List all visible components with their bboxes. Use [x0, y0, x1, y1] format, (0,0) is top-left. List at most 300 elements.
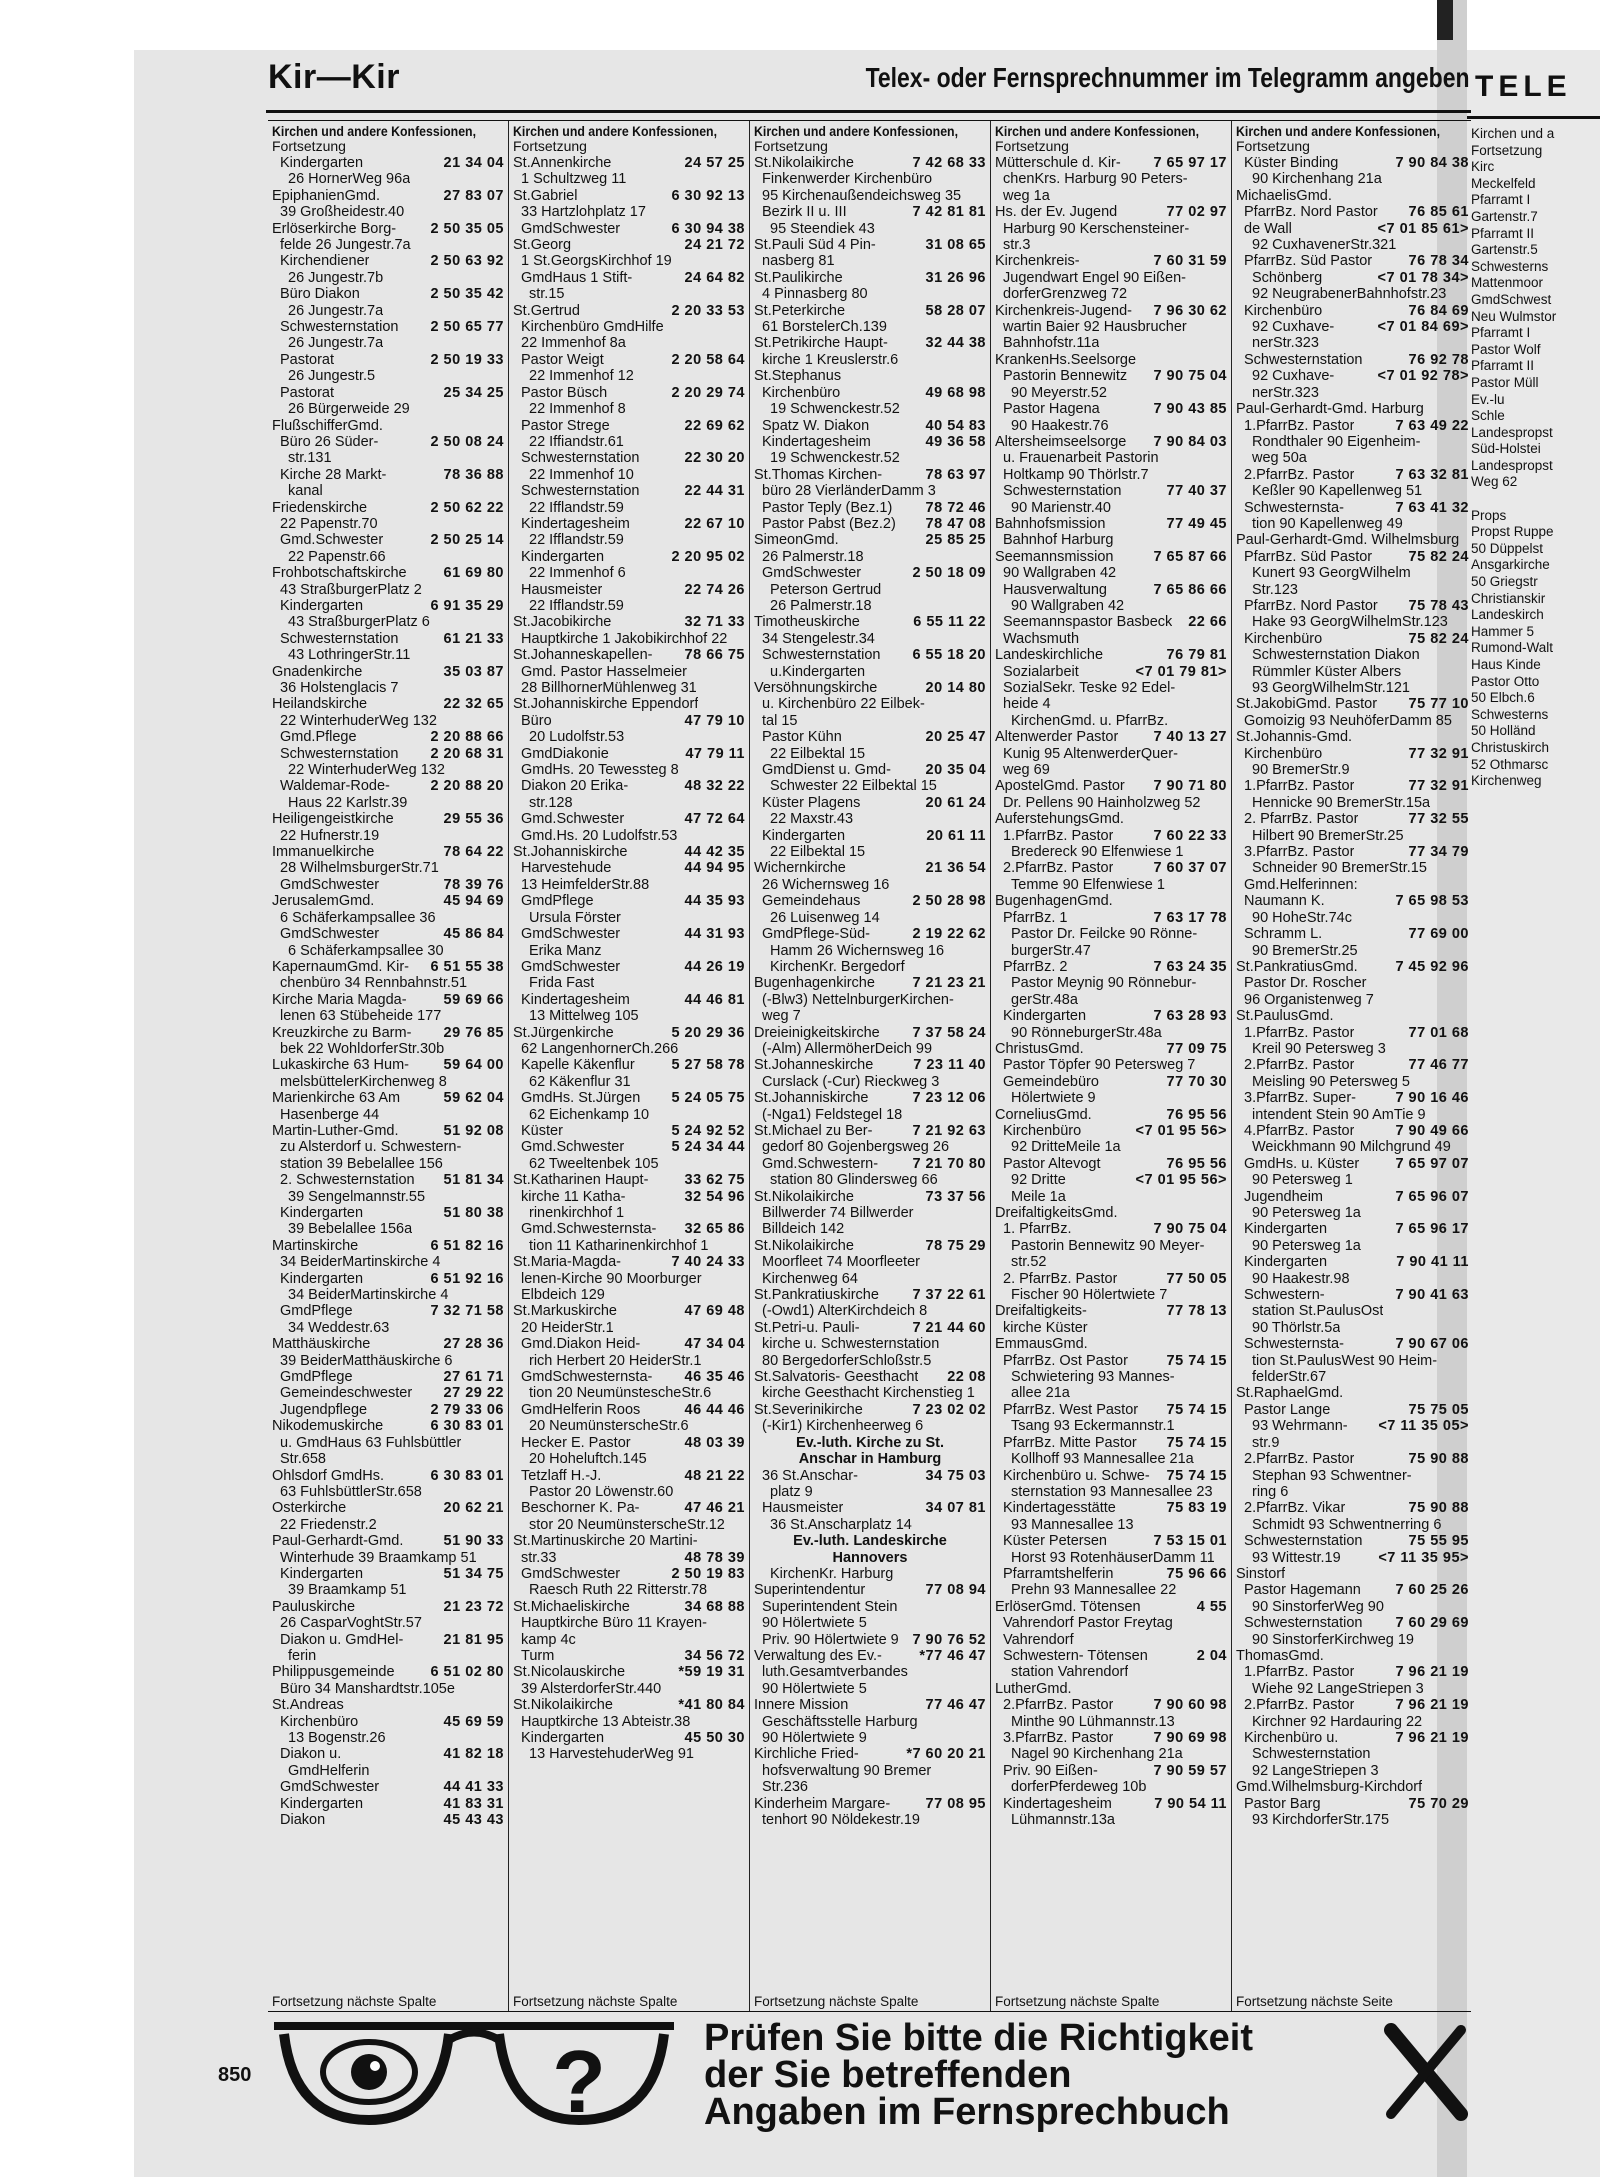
entry-phone-number: 6 55 11 22	[913, 614, 986, 631]
entry-name: Priv. 90 Eißen-	[1003, 1762, 1098, 1779]
entry-name: Pastor Dr. Roscher	[1244, 975, 1367, 992]
directory-entry	[1236, 746, 1469, 762]
directory-entry	[1236, 1779, 1469, 1795]
entry-name: 22 Immenhof 12	[529, 368, 634, 385]
entry-phone-number: 48 32 22	[684, 778, 745, 795]
entry-name: stor 20 NeumünstersсheStr.12	[529, 1516, 725, 1533]
entry-name: Pastor Töpfer 90 Petersweg 7	[1003, 1057, 1196, 1074]
directory-entry	[995, 286, 1227, 302]
entry-name: 39 BeiderMatthäuskirche 6	[280, 1352, 453, 1369]
entry-name: Bezirk II u. III	[762, 204, 847, 221]
entry-name: Schwesternsta-	[1244, 1336, 1344, 1353]
directory-entry	[754, 467, 986, 483]
directory-entry	[754, 450, 986, 466]
directory-entry	[995, 418, 1227, 434]
entry-name: Dr. Pellens 90 Hainholzweg 52	[1003, 794, 1201, 811]
directory-entry	[754, 171, 986, 187]
directory-entry	[272, 959, 504, 975]
entry-phone-number: 7 63 17 78	[1153, 909, 1227, 926]
next-page-line: Pfarramt II	[1471, 358, 1535, 374]
directory-entry	[1236, 1763, 1469, 1779]
directory-entry	[272, 1369, 504, 1385]
entry-name: Pastorat	[280, 351, 334, 368]
directory-entry	[513, 303, 745, 319]
entry-name: Superintendent Stein	[762, 1598, 898, 1615]
entry-phone-number: 78 39 76	[443, 876, 504, 893]
entry-phone-number: *7 60 20 21	[906, 1746, 986, 1763]
directory-entry	[513, 1418, 745, 1434]
entry-name: St.Nicolauskirche	[513, 1664, 626, 1681]
entry-phone-number: *77 46 47	[919, 1647, 986, 1664]
entry-name: Vahrendorf Pastor Freytag	[1003, 1615, 1173, 1632]
entry-phone-number: 34 56 72	[684, 1647, 745, 1664]
directory-entry	[1236, 877, 1469, 893]
entry-name: Hausverwaltung	[1003, 581, 1107, 598]
entry-phone-number: 6 55 18 20	[912, 647, 986, 664]
entry-phone-number: <7 01 84 69>	[1377, 319, 1469, 336]
entry-name: Harburg 90 Kerschensteiner-	[1003, 220, 1190, 237]
entry-phone-number: 20 61 11	[926, 827, 986, 844]
entry-name: Kindergarten	[280, 1205, 364, 1221]
directory-entry	[272, 1074, 504, 1090]
entry-name: 63 FuhlsbüttlerStr.658	[280, 1483, 422, 1500]
entry-name: 33 Hartzlohplatz 17	[521, 204, 646, 221]
directory-entry	[754, 729, 986, 745]
directory-entry	[995, 1123, 1227, 1139]
directory-entry	[995, 1730, 1227, 1746]
directory-entry	[513, 1385, 745, 1401]
next-page-line: Meckelfeld	[1471, 175, 1536, 191]
directory-entry	[513, 1336, 745, 1352]
entry-phone-number: 7 32 71 58	[430, 1303, 504, 1320]
entry-name: Pastor Dr. Feilcke 90 Rönne-	[1011, 926, 1198, 943]
column-heading: Kirchen und andere Konfessionen,	[995, 123, 1200, 139]
next-page-line: GmdSchwest	[1471, 291, 1552, 307]
directory-entry	[995, 171, 1227, 187]
column-2	[509, 121, 750, 2011]
directory-entry	[513, 1533, 745, 1549]
directory-entry	[272, 1632, 504, 1648]
entry-name: EmmausGmd.	[995, 1336, 1088, 1353]
directory-entry	[754, 1238, 986, 1254]
entry-phone-number: 7 90 41 63	[1395, 1287, 1469, 1304]
entry-name: 22 Friedenstr.2	[280, 1516, 377, 1533]
directory-entry	[1236, 1599, 1469, 1615]
column-1	[268, 121, 509, 2011]
column-footer: Fortsetzung nächste Seite	[1236, 1994, 1393, 2009]
next-page-line: Süd-Holstei	[1471, 441, 1541, 457]
directory-entry	[754, 221, 986, 237]
entry-name: u. Frauenarbeit Pastorin	[1003, 450, 1159, 467]
entry-phone-number: 7 40 24 33	[671, 1254, 745, 1271]
entry-name: GmdHaus 1 Stift-	[521, 269, 633, 286]
entry-name: luth.Gesamtverbandes	[762, 1664, 908, 1681]
directory-entry	[1236, 532, 1469, 548]
directory-entry	[1236, 565, 1469, 581]
entry-name: kirche Geesthacht Kirchenstieg 1	[762, 1385, 975, 1402]
entry-name: Kindergarten	[521, 1730, 605, 1746]
directory-entry	[754, 1336, 986, 1352]
entry-phone-number: 7 90 84 03	[1153, 433, 1227, 450]
entry-name: St.Nikolaikirche	[754, 1188, 854, 1205]
directory-entry	[1236, 910, 1469, 926]
entry-name: St.Nikolaikirche	[513, 1697, 613, 1714]
entry-phone-number: 41 82 18	[443, 1746, 504, 1763]
directory-entry	[272, 1566, 504, 1582]
entry-phone-number: 7 60 31 59	[1153, 253, 1227, 270]
directory-entry	[1236, 1796, 1469, 1812]
directory-entry	[754, 1796, 986, 1812]
entry-phone-number: 7 65 96 17	[1395, 1221, 1469, 1238]
directory-entry	[754, 1500, 986, 1516]
entry-phone-number: 7 90 84 38	[1395, 155, 1469, 171]
directory-entry	[513, 795, 745, 811]
entry-phone-number: 2 50 65 77	[430, 319, 504, 336]
directory-entry	[1236, 1402, 1469, 1418]
entry-name: 26 HornerWeg 96a	[288, 171, 411, 188]
entry-phone-number: 7 23 02 02	[912, 1401, 986, 1418]
entry-phone-number: 2 50 18 09	[912, 565, 986, 582]
directory-entry	[754, 992, 986, 1008]
entry-name: Elbdeich 129	[521, 1287, 605, 1304]
entry-name: Schwesternstation	[762, 647, 881, 664]
entry-name: GmdSchwester	[280, 926, 380, 943]
directory-entry	[995, 1714, 1227, 1730]
entry-phone-number: 44 42 35	[684, 844, 745, 861]
entry-name: Kindergarten	[280, 1795, 364, 1812]
next-page-line: Kirc	[1471, 159, 1495, 175]
directory-entry	[513, 729, 745, 745]
directory-entry	[754, 877, 986, 893]
entry-name: 93 GeorgWilhelmStr.121	[1252, 680, 1410, 696]
entry-name: 22 Papenstr.66	[288, 548, 386, 565]
advertisement-text	[704, 2017, 1253, 2133]
entry-phone-number: 32 71 33	[684, 614, 745, 631]
entry-name: St.JakobiGmd. Pastor	[1236, 696, 1378, 713]
entry-phone-number: 34 68 88	[684, 1598, 745, 1615]
header-rule	[266, 110, 1471, 113]
entry-phone-number: 75 74 15	[1166, 1352, 1227, 1369]
directory-entry	[995, 1025, 1227, 1041]
entry-name: 1.PfarrBz. Pastor	[1244, 417, 1355, 434]
entry-phone-number: 20 14 80	[925, 680, 986, 696]
entry-name: bek 22 WohldorferStr.30b	[280, 1040, 445, 1057]
directory-entry	[995, 893, 1227, 909]
directory-entry	[995, 1779, 1227, 1795]
entry-name: Schwesternstation	[1003, 483, 1122, 500]
entry-name: 2.PfarrBz. Pastor	[1244, 1697, 1355, 1714]
directory-entry	[1236, 385, 1469, 401]
directory-entry	[272, 1730, 504, 1746]
directory-columns	[268, 120, 1471, 2012]
entry-name: 22 Hufnerstr.19	[280, 827, 380, 844]
entry-name: Schwesternstation	[1244, 351, 1363, 368]
directory-entry	[1236, 959, 1469, 975]
entry-name: tion 11 Katharinenkirchhof 1	[529, 1237, 709, 1254]
entry-phone-number: 44 35 93	[684, 893, 745, 910]
entry-name: Bahnhofstr.11a	[1003, 335, 1100, 352]
next-page-line: Schwesterns	[1471, 258, 1549, 274]
entry-name: ferin	[288, 1647, 317, 1664]
entry-name: nasberg 81	[762, 253, 835, 270]
entry-name: rinenkirchhof 1	[529, 1205, 625, 1221]
next-page-line: Pastor Wolf	[1471, 341, 1541, 357]
entry-phone-number: 58 28 07	[925, 302, 986, 319]
directory-entry	[272, 368, 504, 384]
entry-name: Jugendpflege	[280, 1401, 368, 1418]
directory-entry	[1236, 1812, 1469, 1828]
directory-entry	[754, 631, 986, 647]
directory-entry	[754, 418, 986, 434]
directory-entry	[1236, 680, 1469, 696]
directory-entry	[513, 746, 745, 762]
directory-entry	[272, 943, 504, 959]
directory-entry	[272, 352, 504, 368]
entry-phone-number: 21 81 95	[443, 1631, 504, 1648]
page-header-range: Kir—Kir	[268, 58, 400, 96]
entry-phone-number: 73 37 56	[925, 1188, 986, 1205]
directory-entry	[272, 1599, 504, 1615]
entry-phone-number: 31 08 65	[925, 237, 986, 254]
entry-phone-number: 22 66	[1188, 614, 1227, 631]
directory-entry	[754, 1221, 986, 1237]
directory-entry	[995, 1353, 1227, 1369]
directory-entry	[513, 1435, 745, 1451]
directory-entry	[272, 1336, 504, 1352]
entry-phone-number: 59 69 66	[443, 991, 504, 1008]
directory-entry	[754, 1648, 986, 1664]
directory-entry	[995, 778, 1227, 794]
directory-entry	[1236, 1189, 1469, 1205]
directory-entry	[1236, 828, 1469, 844]
entry-name: Diakon u.	[280, 1746, 342, 1763]
entry-phone-number: 78 47 08	[925, 515, 986, 532]
entry-name: Kindergarten	[762, 827, 846, 844]
directory-entry	[995, 762, 1227, 778]
entry-name: gerStr.48a	[1011, 991, 1078, 1008]
entry-name: station Vahrendorf	[1011, 1664, 1129, 1681]
entry-phone-number: 21 23 72	[443, 1598, 504, 1615]
directory-entry	[513, 204, 745, 220]
entry-phone-number: 2 50 25 14	[430, 532, 504, 549]
directory-entry	[1236, 171, 1469, 187]
entry-name: Priv. 90 Hölertwiete 9	[762, 1631, 899, 1648]
directory-entry	[272, 467, 504, 483]
directory-entry	[754, 582, 986, 598]
entry-phone-number: 7 90 41 11	[1396, 1254, 1469, 1271]
entry-name: Holtkamp 90 Thörlstr.7	[1003, 466, 1149, 483]
directory-entry	[1236, 614, 1469, 630]
directory-entry	[272, 188, 504, 204]
entry-name: Diakon u. GmdHel-	[280, 1631, 404, 1648]
entry-phone-number: 7 60 25 26	[1395, 1582, 1469, 1599]
entry-name: Ev.-luth. Kirche zu St.	[796, 1434, 944, 1451]
entry-name: Büro	[521, 712, 552, 729]
entry-name: 26 Bürgerweide 29	[288, 401, 410, 418]
entry-name: Hauptkirche 1 Jakobikirchhof 22	[521, 630, 728, 647]
directory-entry	[995, 1057, 1227, 1073]
directory-entry	[272, 893, 504, 909]
entry-name: Kindertagesstätte	[1003, 1500, 1116, 1517]
entry-name: intendent Stein 90 AmTie 9	[1252, 1106, 1426, 1123]
entry-name: 3.PfarrBz. Pastor	[1244, 844, 1355, 861]
directory-entry	[272, 1254, 504, 1270]
column-heading: Kirchen und andere Konfessionen,	[1236, 123, 1441, 139]
entry-name: Gmd. Pastor Hasselmeier	[521, 663, 687, 680]
directory-entry	[513, 1402, 745, 1418]
entry-name: 93 Wittestr.19	[1252, 1549, 1341, 1566]
entry-phone-number: 7 21 70 80	[912, 1155, 986, 1172]
entry-name: Schwester 22 Eilbektal 15	[770, 778, 937, 795]
entry-name: 90 Wallgraben 42	[1011, 597, 1125, 614]
directory-entry	[272, 1238, 504, 1254]
entry-name: 36 St.Anschar-	[762, 1467, 858, 1484]
directory-entry	[1236, 1172, 1469, 1188]
entry-name: 1 Schultzweg 11	[521, 171, 627, 188]
entry-name: Kindergarten	[280, 1565, 364, 1582]
entry-phone-number: 2 04	[1196, 1647, 1227, 1664]
entry-name: St.Paulikirche	[754, 269, 843, 286]
entry-name: Pastor Lange	[1244, 1401, 1331, 1418]
entry-name: 62 LangenhornerCh.266	[521, 1040, 679, 1057]
directory-entry	[272, 1500, 504, 1516]
entry-phone-number: 45 94 69	[443, 893, 504, 910]
entry-name: PfarrBz. 2	[1003, 958, 1068, 975]
directory-entry	[995, 1254, 1227, 1270]
directory-entry	[272, 696, 504, 712]
directory-entry	[1236, 598, 1469, 614]
entry-phone-number: 76 95 56	[1166, 1155, 1227, 1172]
directory-entry	[754, 385, 986, 401]
directory-entry	[513, 1353, 745, 1369]
directory-entry	[513, 1008, 745, 1024]
entry-name: Schwesternstation	[280, 745, 399, 762]
directory-entry	[272, 532, 504, 548]
entry-name: GmdHs. 20 Tewessteg 8	[521, 762, 679, 779]
entry-phone-number: <7 01 95 56>	[1135, 1172, 1227, 1189]
directory-entry	[513, 155, 745, 171]
entry-name: Altenwerder Pastor	[995, 729, 1119, 746]
directory-entry	[1236, 418, 1469, 434]
entry-phone-number: <7 01 78 34>	[1377, 269, 1469, 286]
directory-entry	[272, 253, 504, 269]
directory-entry	[995, 696, 1227, 712]
entry-name: hofsverwaltung 90 Bremer	[762, 1762, 932, 1779]
entry-name: Ohlsdorf GmdHs.	[272, 1467, 384, 1484]
entry-name: Kapelle Käkenflur	[521, 1057, 635, 1074]
directory-entry	[995, 1566, 1227, 1582]
directory-entry	[1236, 1205, 1469, 1221]
entry-name: Lühmannstr.13a	[1011, 1812, 1115, 1829]
directory-entry	[272, 303, 504, 319]
entry-name: Diakon 20 Erika-	[521, 778, 629, 795]
entry-name: KirchenKr. Harburg	[770, 1565, 894, 1582]
directory-entry	[1236, 1074, 1469, 1090]
entry-name: Kirchenbüro	[1244, 302, 1323, 319]
next-page-rule	[1467, 116, 1600, 119]
directory-entry	[513, 762, 745, 778]
directory-entry	[995, 549, 1227, 565]
entry-phone-number: 45 50 30	[684, 1730, 745, 1746]
directory-entry	[272, 500, 504, 516]
directory-entry	[754, 319, 986, 335]
entry-name: 3.PfarrBz. Super-	[1244, 1090, 1357, 1107]
entry-name: Kirchenbüro u. Schwe-	[1003, 1467, 1150, 1484]
directory-entry	[754, 647, 986, 663]
directory-entry	[513, 893, 745, 909]
directory-entry	[272, 1746, 504, 1762]
entry-phone-number: 45 69 59	[443, 1713, 504, 1730]
entry-phone-number: 6 30 92 13	[671, 187, 745, 204]
directory-entry	[754, 500, 986, 516]
entry-name: GmdSchwester	[280, 1779, 380, 1796]
directory-entry	[272, 778, 504, 794]
advertisement-band	[268, 2016, 1471, 2131]
directory-entry	[272, 1271, 504, 1287]
directory-entry	[995, 1156, 1227, 1172]
directory-entry	[1236, 221, 1469, 237]
entry-name: Kindergarten	[1244, 1221, 1328, 1238]
directory-entry	[272, 1090, 504, 1106]
entry-phone-number: 7 63 28 93	[1153, 1008, 1227, 1025]
entry-name: St.Johanniskirche	[754, 1090, 869, 1107]
entry-name: 95 Steendiek 43	[770, 220, 875, 237]
entry-name: Bahnhofsmission	[995, 515, 1106, 532]
entry-name: str.131	[288, 450, 332, 467]
next-page-line: Ev.-lu	[1471, 391, 1505, 407]
directory-entry	[1236, 1484, 1469, 1500]
entry-name: 1.PfarrBz. Pastor	[1244, 1664, 1355, 1681]
entry-phone-number: 2 50 19 83	[671, 1565, 745, 1582]
directory-entry	[754, 1057, 986, 1073]
directory-entry	[1236, 762, 1469, 778]
entry-phone-number: 21 36 54	[925, 860, 986, 877]
entry-name: Schwietering 93 Mannes-	[1011, 1369, 1175, 1386]
entry-name: nerStr.323	[1252, 384, 1319, 401]
entry-name: 2. PfarrBz. Pastor	[1244, 811, 1359, 828]
directory-entry	[272, 1550, 504, 1566]
entry-name: 34 BeiderMartinskirche 4	[288, 1287, 449, 1304]
entry-phone-number: 25 34 25	[443, 384, 504, 401]
entry-name: 39 Großheidestr.40	[280, 204, 405, 221]
directory-entry	[272, 680, 504, 696]
entry-phone-number: 5 24 05 75	[671, 1090, 745, 1107]
entry-name: Pastor Weigt	[521, 351, 604, 368]
directory-entry	[995, 992, 1227, 1008]
directory-entry	[1236, 893, 1469, 909]
next-page-line: Props	[1471, 507, 1507, 523]
directory-entry	[513, 352, 745, 368]
entry-phone-number: 77 69 00	[1408, 926, 1469, 943]
entry-name: Gmd.Schwesternsta-	[521, 1221, 657, 1238]
entry-phone-number: 75 74 15	[1166, 1434, 1227, 1451]
entry-name: CorneliusGmd.	[995, 1106, 1092, 1123]
entry-phone-number: 78 66 75	[684, 647, 745, 664]
directory-entry	[995, 253, 1227, 269]
entry-name: Martinskirche	[272, 1237, 359, 1254]
entry-phone-number: <7 01 95 56>	[1135, 1122, 1227, 1139]
entry-name: GmdSchwester	[762, 565, 862, 582]
directory-entry	[513, 188, 745, 204]
entry-phone-number: 7 96 30 62	[1153, 302, 1227, 319]
entry-name: GmdPflege	[280, 1303, 353, 1320]
directory-entry	[1236, 1533, 1469, 1549]
directory-entry	[272, 811, 504, 827]
directory-entry	[513, 171, 745, 187]
entry-name: platz 9	[770, 1483, 813, 1500]
directory-entry	[995, 237, 1227, 253]
entry-name: Kirchenbüro	[280, 1713, 359, 1730]
